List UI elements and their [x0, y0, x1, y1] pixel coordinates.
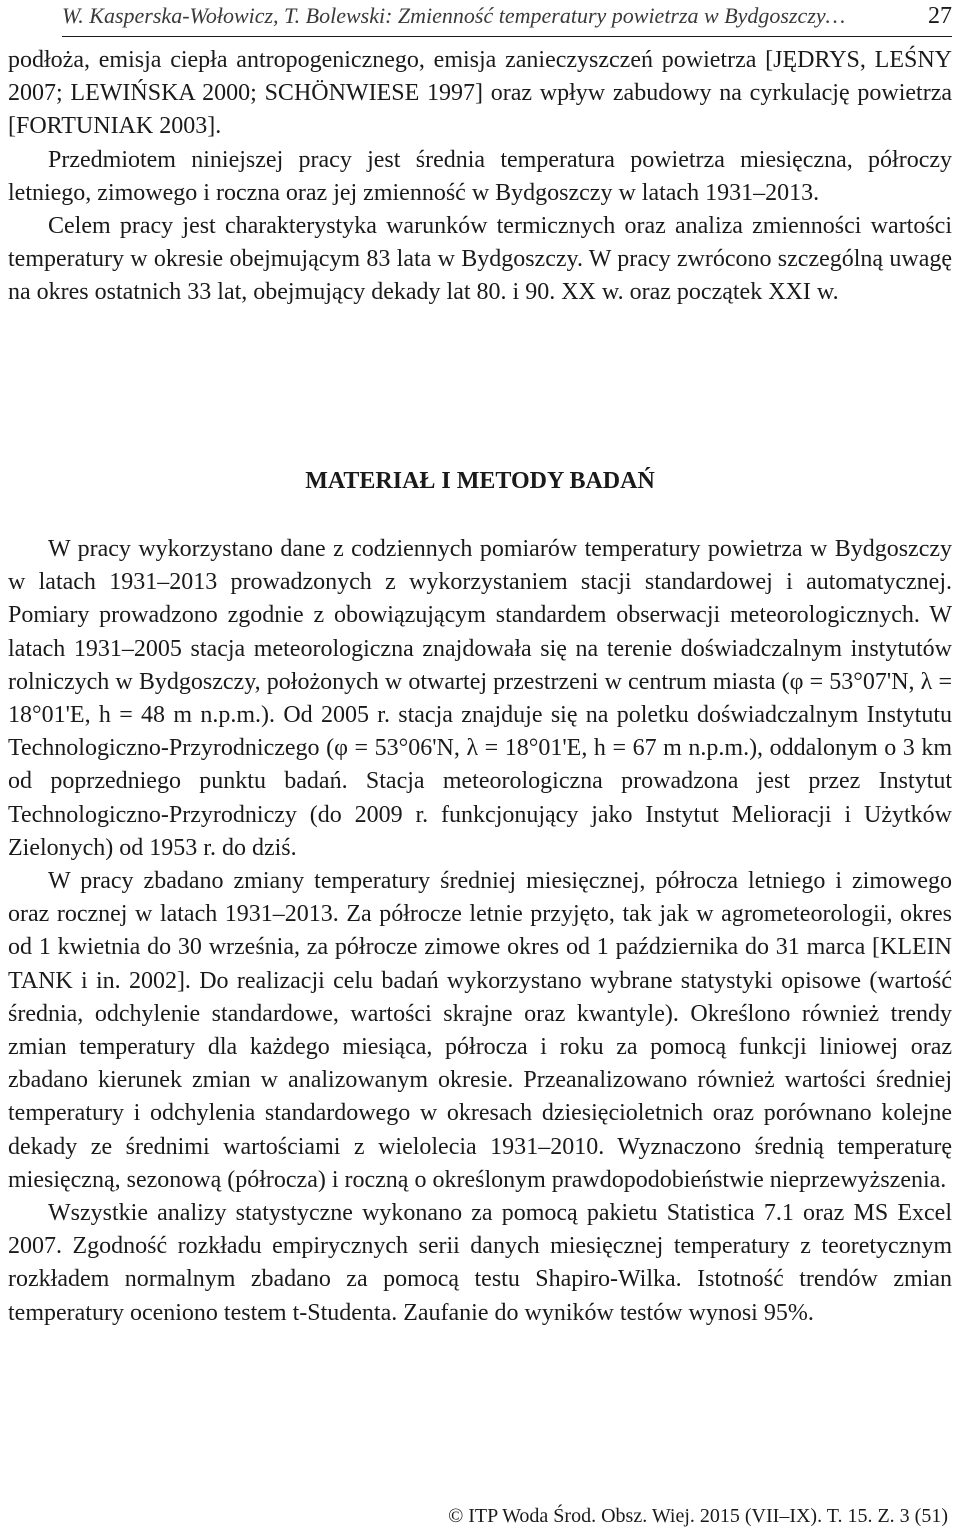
page-number: 27: [928, 3, 952, 29]
intro-paragraph-aim: Celem pracy jest charakterystyka warunków termicznych oraz analiza zmienności wartości temperatury w okresie obejmującym 83 lata w Bydgoszczy. W pracy zwrócono szczególną uwagę na okres ostatnich 33 lat, obejmujący dekady lat 80. i 90. XX w. oraz początek XXI w.: [8, 213, 952, 306]
intro-paragraph-continued: podłoża, emisja ciepła antropogenicznego, emisja zanieczyszczeń powietrza [JĘDRYS, LEŚNY 2007; LEWIŃSKA 2000; SCHÖNWIESE 1997] oraz wpływ zabudowy na cyrkulację powietrza [FORTUNIAK 2003].: [8, 47, 952, 140]
methods-section: [8, 533, 952, 1330]
methods-paragraph-software: Wszystkie analizy statystyczne wykonano za pomocą pakietu Statistica 7.1 oraz MS Excel 2007. Zgodność rozkładu empirycznych serii danych miesięcznej temperatury z teoretycznym rozkładem normalnym zbadano za pomocą testu Shapiro-Wilka. Istotność trendów zmian temperatury oceniono testem t-Studenta. Zaufanie do wyników testów wynosi 95%.: [8, 1200, 952, 1326]
section-heading: MATERIAŁ I METODY BADAŃ: [305, 468, 655, 494]
intro-section: [8, 44, 952, 310]
intro-paragraph-subject: Przedmiotem niniejszej pracy jest średnia temperatura powietrza miesięczna, półroczy letniego, zimowego i roczna oraz jej zmienność w Bydgoszczy w latach 1931–2013.: [8, 146, 952, 206]
page-footer: © ITP Woda Środ. Obsz. Wiej. 2015 (VII–IX). T. 15. Z. 3 (51): [448, 1505, 948, 1527]
page-header: [62, 2, 952, 37]
methods-paragraph-data: W pracy wykorzystano dane z codziennych pomiarów temperatury powietrza w Bydgoszczy w latach 1931–2013 prowadzonych z wykorzystaniem stacji standardowej i automatycznej. Pomiary prowadzono zgodnie z obowiązującym standardem obserwacji meteorologicznych. W latach 1931–2005 stacja meteorologiczna znajdowała się na terenie doświadczalnym instytutów rolniczych w Bydgoszczy, położonych w otwartej przestrzeni w centrum miasta (φ = 53°07'N, λ = 18°01'E, h = 48 m n.p.m.). Od 2005 r. stacja znajduje się na poletku doświadczalnym Instytutu Technologiczno-Przyrodniczego (φ = 53°06'N, λ = 18°01'E, h = 67 m n.p.m.), oddalonym o 3 km od poprzedniego punktu badań. Stacja meteorologiczna prowadzona jest przez Instytut Technologiczno-Przyrodniczy (do 2009 r. funkcjonujący jako Instytut Melioracji i Użytków Zielonych) od 1953 r. do dziś.: [8, 536, 952, 861]
running-head: W. Kasperska-Wołowicz, T. Bolewski: Zmienność temperatury powietrza w Bydgoszczy…: [62, 3, 846, 28]
methods-paragraph-analysis: W pracy zbadano zmiany temperatury średniej miesięcznej, półrocza letniego i zimowego oraz rocznej w latach 1931–2013. Za półrocze letnie przyjęto, tak jak w agrometeorologii, okres od 1 kwietnia do 30 września, za półrocze zimowe okres od 1 października do 31 marca [KLEIN TANK i in. 2002]. Do realizacji celu badań wykorzystano wybrane statystyki opisowe (wartość średnia, odchylenie standardowe, wartości skrajne oraz kwantyle). Określono również trendy zmian temperatury dla każdego miesiąca, półrocza i roku za pomocą funkcji liniowej oraz zbadano kierunek zmian w analizowanym okresie. Przeanalizowano również wartości średniej temperatury i odchylenia standardowego w okresach dziesięcioletnich oraz porównano kolejne dekady ze średnimi wartościami z wielolecia 1931–2010. Wyznaczono średnią temperaturę miesięczną, sezonową (półrocza) i roczną o określonym prawdopodobieństwie nieprzewyższenia.: [8, 868, 952, 1193]
